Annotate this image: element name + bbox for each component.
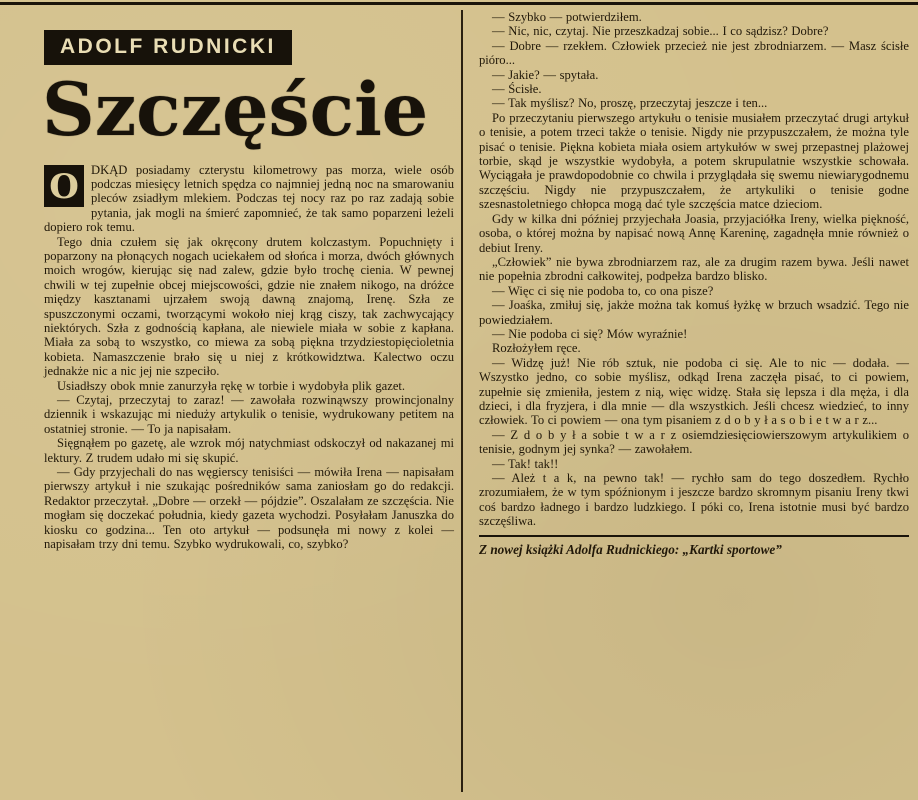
paragraph: — Z d o b y ł a sobie t w a r z osiemdziesięciowierszowym artykulikiem o tenisie, godnym jej synka? — zawołałem. xyxy=(479,427,909,457)
paragraph: — Jakie? — spytała. xyxy=(492,67,599,82)
article-title: Szczęście xyxy=(42,67,429,153)
source-note: Z nowej książki Adolfa Rudnickiego: „Kartki sportowe” xyxy=(479,541,782,557)
paragraph: Gdy w kilka dni później przyjechała Joasia, przyjaciółka Ireny, wielka piękność, osoba, o której można by napisać nową Annę Kareninę, zagadnęła mnie również o debiut Ireny. xyxy=(479,211,909,255)
footer-rule xyxy=(479,535,909,557)
paragraph: „Człowiek” nie bywa zbrodniarzem raz, ale za drugim razem bywa. Jeśli nawet nie popełnia zbrodni całkowitej, podpełza bardzo blisko. xyxy=(479,254,909,284)
paragraph: — Nic, nic, czytaj. Nie przeszkadzaj sobie... I co sądzisz? Dobre? xyxy=(492,24,829,39)
top-rule xyxy=(0,2,918,5)
paragraph: — Dobre — rzekłem. Człowiek przecież nie jest zbrodniarzem. — Masz ścisłe pióro... xyxy=(479,38,909,68)
paragraph: — Szybko — potwierdziłem. xyxy=(492,10,642,24)
paragraph: — Tak! tak!! xyxy=(492,456,559,471)
author-name: ADOLF RUDNICKI xyxy=(44,30,292,65)
paragraph: — Nie podoba ci się? Mów wyraźnie! xyxy=(492,326,688,341)
paragraph: Tego dnia czułem się jak okręcony drutem kolczastym. Popuchnięty i poparzony na płonących nogach uciekałem od słońca i morza, dwóch głównych moich wrogów, kierując się nad zalew, gdzie było trochę cienia. W pewnej chwili w tej zupełnie obcej miejscowości, gdzie nie znałem nikogo, na dróżce między kasztanami ujrzałem swoją dawną znajomą, Irenę. Szła ze spuszczonymi oczami, tworzącymi wokoło niej krąg ciszy, tak zachwycający niektórych. Szła z godnością kapłana, ale niewiele miała w sobie z kapłana. Miała za sobą to wszystko, co miewa za sobą piękna trzydziestopięcioletnia kobieta. Namaszczenie brało się u niej z krótkowidztwa. Kalectwo oczu jednakże nic a nic jej nie szpeciło. xyxy=(44,234,454,379)
column-divider xyxy=(461,10,463,792)
paragraph-text: DKĄD posiadamy czterystu kilometrowy pas morza, wiele osób podczas miesięcy letnich spędza co najmniej jedną noc na smarowaniu pleców zsiadłym mlekiem. Podczas tej nocy raz po raz zadają sobie pytania, jak mogli na śmierć zapomnieć, że tak samo poparzeni leżeli dopiero rok temu. xyxy=(44,162,454,235)
paragraph: — Joaśka, zmiłuj się, jakże można tak komuś łyżkę w brzuch wsadzić. Tego nie powiedziałem. xyxy=(479,298,909,327)
paragraph: — Więc ci się nie podoba to, co ona pisze? xyxy=(492,283,714,298)
paragraph: Rozłożyłem ręce. xyxy=(492,341,581,356)
paragraph: Sięgnąłem po gazetę, ale wzrok mój natychmiast odskoczył od nakazanej mi lektury. Z trudem udało mi się skupić. xyxy=(44,436,454,465)
paragraph: Po przeczytaniu pierwszego artykułu o tenisie musiałem przeczytać drugi artykuł o tenisie, a potem trzeci także o tenisie. Nigdy nie przypuszczałem, że można tyle pisać o tenisie. Piękna kobieta miała osiem artykułów w swej przepastnej plażowej torbie, skąd je wszystkie wydobyła, a potem skrupulatnie wszystkie schowała. Wyciągała je prawdopodobnie co chwila i przyglądała się swemu niewiarygodnemu szczęściu. Nigdy nie przypuszczałem, że artykuliki o tenisie godne szesnastoletniego chłopca mogą dać tyle szczęścia matce dzieciom. xyxy=(479,110,909,212)
left-column xyxy=(44,16,454,552)
drop-cap: O xyxy=(44,165,84,207)
right-column xyxy=(479,10,909,557)
paragraph: — Tak myślisz? No, proszę, przeczytaj jeszcze i ten... xyxy=(492,96,768,111)
paragraph: — Widzę już! Nie rób sztuk, nie podoba ci się. Ale to nic — dodała. — Wszystko jedno, co sobie myślisz, odkąd Irena zaczęła pisać, to ci powiem, zupełnie się zmieniła, jestem z nią, więc widzę. Stała się lepsza i dla męża, i dla dzieci, i dla fryzjera, i dla mnie — dla wszystkich. Jeśli chcesz wiedzieć, to inny człowiek. To ci powiem — ona tym pisaniem z d o b y ł a s o b i e t w a r z... xyxy=(479,355,909,428)
paragraph: Usiadłszy obok mnie zanurzyła rękę w torbie i wydobyła plik gazet. xyxy=(57,378,406,393)
paragraph: — Ależ t a k, na pewno tak! — rychło sam do tego doszedłem. Rychło zrozumiałem, że w tym spóźnionym i jeszcze bardzo skromnym pisaniu Ireny tkwi coś bardzo ładnego i bardzo ludzkiego. I póki co, Irena istotnie musi być bardzo szczęśliwa. xyxy=(479,471,909,529)
paragraph: — Czytaj, przeczytaj to zaraz! — zawołała rozwinąwszy prowincjonalny dziennik i wskazując mi nieduży artykulik o tenisie, wydrukowany petitem na ostatniej stronie. — To ja napisałam. xyxy=(44,393,454,436)
paragraph: — Gdy przyjechali do nas węgierscy tenisiści — mówiła Irena — napisałam pierwszy artykuł i nie szukając pośredników sama zaniosłam go do redakcji. Redaktor przeczytał. „Dobre — orzekł — pójdzie”. Oszalałam ze szczęścia. Nie mogłam się doczekać południa, kiedy gazeta wychodzi. Posyłałam Januszka do kiosku co godzina... Ten oto artykuł — podsunęła mi nowy z kolei — napisałam trzy dni temu. Szybko wydrukowali, co, szybko? xyxy=(44,465,454,552)
paragraph: — Ścisłe. xyxy=(492,82,542,97)
paragraph xyxy=(44,163,454,235)
